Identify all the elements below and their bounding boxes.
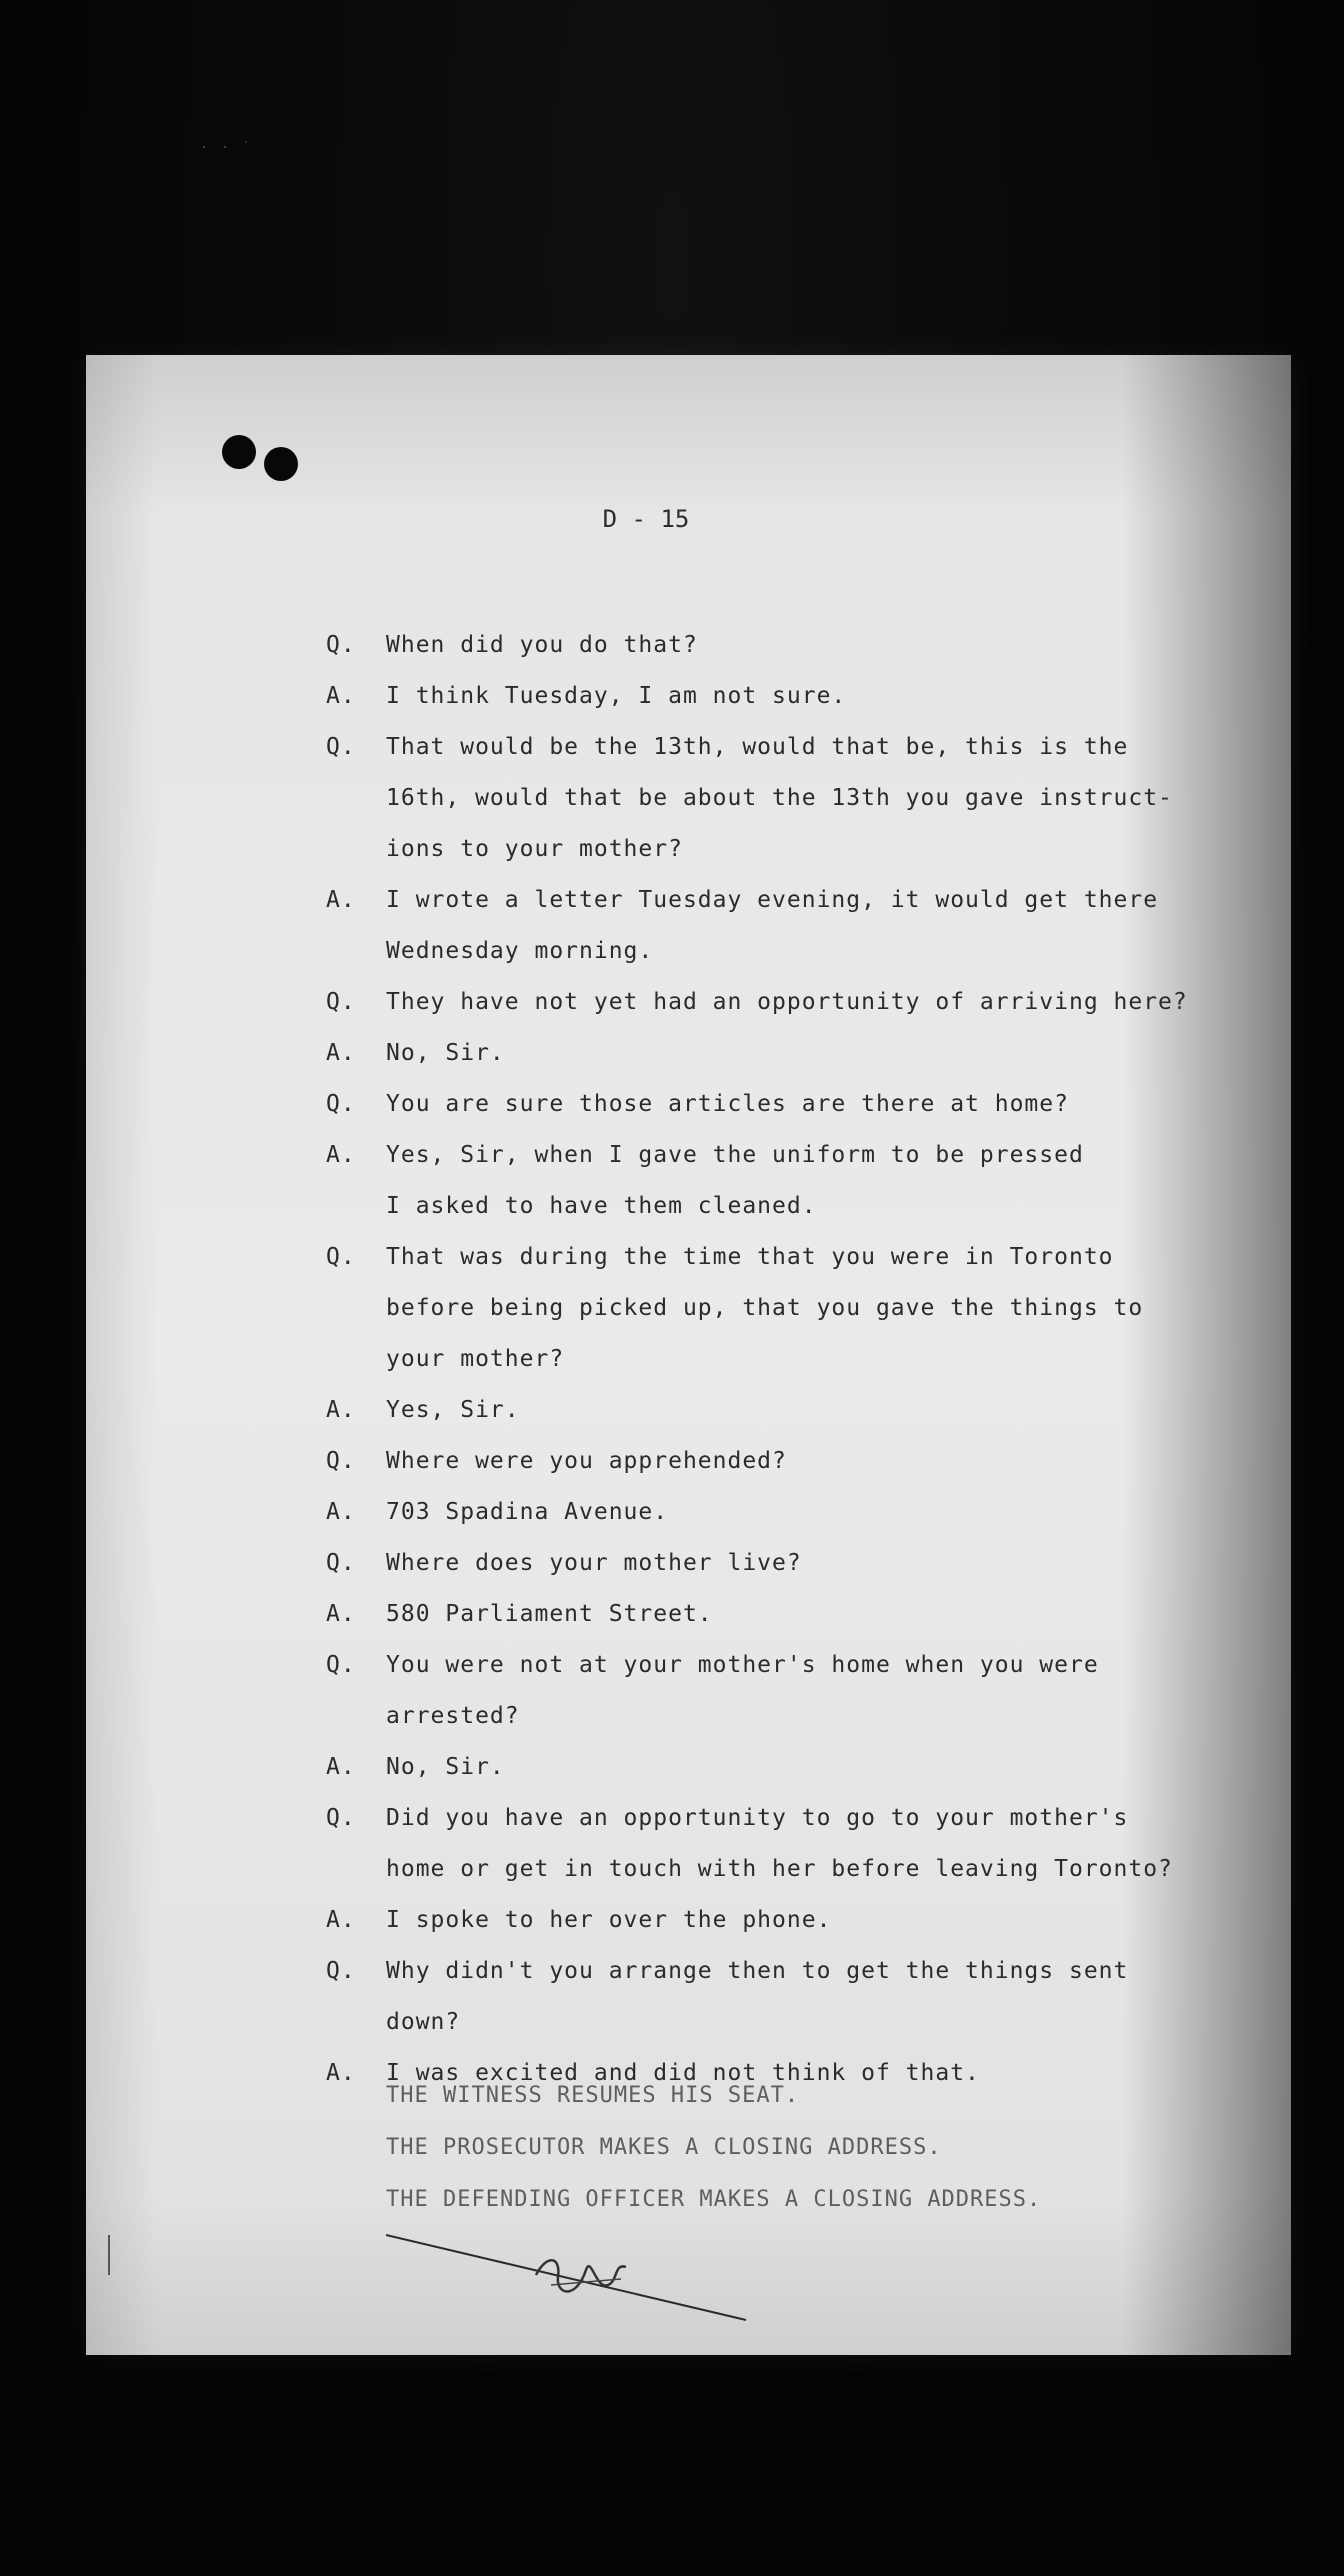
entry-text <box>386 1385 1246 1436</box>
speaker-label: Q. <box>326 1652 356 1678</box>
text-line: Yes, Sir, when I gave the uniform to be pressed <box>386 1142 1084 1168</box>
text-line: Where does your mother live? <box>386 1550 802 1576</box>
text-line: That would be the 13th, would that be, this is the <box>386 734 1129 760</box>
speaker-label: A. <box>326 1397 356 1423</box>
text-line: Did you have an opportunity to go to your mother's <box>386 1805 1129 1831</box>
document-page <box>86 355 1291 2355</box>
text-line: ions to your mother? <box>386 836 683 862</box>
transcript-entry <box>326 1385 1246 1436</box>
entry-text <box>386 1793 1246 1895</box>
text-line: home or get in touch with her before leaving Toronto? <box>386 1856 1173 1882</box>
text-line: No, Sir. <box>386 1040 505 1066</box>
entry-text <box>386 1640 1246 1742</box>
entry-text <box>386 1589 1246 1640</box>
speaker-label: Q. <box>326 1958 356 1984</box>
entry-text <box>386 875 1246 977</box>
text-line: No, Sir. <box>386 1754 505 1780</box>
transcript-entry <box>326 1640 1246 1742</box>
transcript-entry <box>326 1232 1246 1385</box>
speaker-label: Q. <box>326 734 356 760</box>
stage-direction: THE DEFENDING OFFICER MAKES A CLOSING ADDRESS. <box>386 2187 1042 2212</box>
text-line: arrested? <box>386 1703 520 1729</box>
text-line: I asked to have them cleaned. <box>386 1193 817 1219</box>
transcript-entry <box>326 1946 1246 2048</box>
signature-icon <box>386 2215 806 2325</box>
speaker-label: A. <box>326 2060 356 2086</box>
transcript-entry <box>326 1487 1246 1538</box>
film-speckle: · · ˙ <box>200 140 253 156</box>
transcript-entry <box>326 977 1246 1028</box>
text-line: Yes, Sir. <box>386 1397 520 1423</box>
entry-text <box>386 1895 1246 1946</box>
transcript-entry <box>326 722 1246 875</box>
entry-text <box>386 1538 1246 1589</box>
text-line: down? <box>386 2009 461 2035</box>
stage-directions <box>386 2070 1246 2226</box>
speaker-label: A. <box>326 1907 356 1933</box>
transcript-entry <box>326 875 1246 977</box>
text-line: I was excited and did not think of that. <box>386 2060 980 2086</box>
entry-text <box>386 1079 1246 1130</box>
transcript-entry <box>326 1742 1246 1793</box>
text-line: 580 Parliament Street. <box>386 1601 713 1627</box>
text-line: before being picked up, that you gave the things to <box>386 1295 1144 1321</box>
entry-text <box>386 1028 1246 1079</box>
text-line: Why didn't you arrange then to get the things sent <box>386 1958 1129 1984</box>
entry-text <box>386 1487 1246 1538</box>
punch-hole-icon <box>264 447 298 481</box>
speaker-label: A. <box>326 683 356 709</box>
transcript <box>326 620 1246 2099</box>
stage-direction: THE PROSECUTOR MAKES A CLOSING ADDRESS. <box>386 2135 942 2160</box>
text-line: I think Tuesday, I am not sure. <box>386 683 847 709</box>
entry-text <box>386 1946 1246 2048</box>
text-line: Where were you apprehended? <box>386 1448 787 1474</box>
transcript-entry <box>326 1436 1246 1487</box>
transcript-entry <box>326 1130 1246 1232</box>
speaker-label: Q. <box>326 1448 356 1474</box>
speaker-label: A. <box>326 1040 356 1066</box>
transcript-entry <box>326 1793 1246 1895</box>
speaker-label: A. <box>326 1142 356 1168</box>
text-line: I spoke to her over the phone. <box>386 1907 832 1933</box>
text-line: You were not at your mother's home when you were <box>386 1652 1099 1678</box>
page-number: D - 15 <box>602 505 690 533</box>
text-line: 16th, would that be about the 13th you gave instruct- <box>386 785 1173 811</box>
transcript-entry <box>326 620 1246 671</box>
transcript-entry <box>326 1538 1246 1589</box>
speaker-label: A. <box>326 1499 356 1525</box>
transcript-entry <box>326 1895 1246 1946</box>
entry-text <box>386 1232 1246 1385</box>
speaker-label: Q. <box>326 1244 356 1270</box>
text-line: When did you do that? <box>386 632 698 658</box>
text-line: They have not yet had an opportunity of arriving here? <box>386 989 1188 1015</box>
speaker-label: A. <box>326 1601 356 1627</box>
entry-text <box>386 977 1246 1028</box>
speaker-label: A. <box>326 887 356 913</box>
edge-mark <box>108 2235 110 2275</box>
speaker-label: Q. <box>326 1805 356 1831</box>
text-line: 703 Spadina Avenue. <box>386 1499 669 1525</box>
transcript-entry <box>326 1028 1246 1079</box>
text-line: I wrote a letter Tuesday evening, it would get there <box>386 887 1159 913</box>
speaker-label: Q. <box>326 1550 356 1576</box>
speaker-label: Q. <box>326 989 356 1015</box>
text-line: That was during the time that you were in Toronto <box>386 1244 1114 1270</box>
speaker-label: Q. <box>326 1091 356 1117</box>
entry-text <box>386 1130 1246 1232</box>
entry-text <box>386 671 1246 722</box>
transcript-entry <box>326 671 1246 722</box>
text-line: Wednesday morning. <box>386 938 654 964</box>
entry-text <box>386 722 1246 875</box>
speaker-label: A. <box>326 1754 356 1780</box>
punch-hole-icon <box>222 435 256 469</box>
stage-direction: THE WITNESS RESUMES HIS SEAT. <box>386 2083 800 2108</box>
transcript-entry <box>326 1589 1246 1640</box>
speaker-label: Q. <box>326 632 356 658</box>
transcript-entry <box>326 1079 1246 1130</box>
entry-text <box>386 620 1246 671</box>
entry-text <box>386 1742 1246 1793</box>
entry-text <box>386 1436 1246 1487</box>
text-line: your mother? <box>386 1346 565 1372</box>
text-line: You are sure those articles are there at home? <box>386 1091 1069 1117</box>
